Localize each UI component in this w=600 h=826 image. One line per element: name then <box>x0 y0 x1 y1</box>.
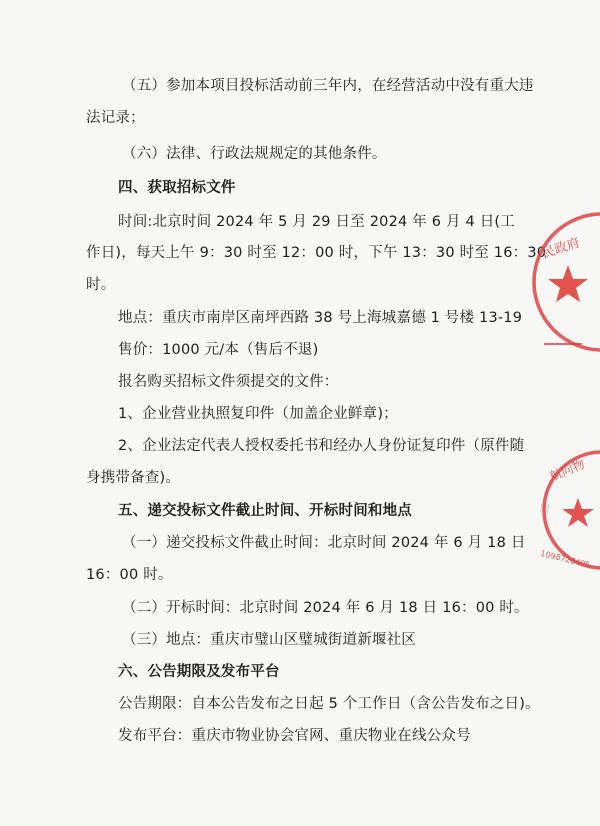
venue-line: （三）地点：重庆市璧山区璧城街道新堰社区 <box>122 632 416 648</box>
required-document-2-line-1: 2、企业法定代表人授权委托书和经办人身份证复印件（原件随 <box>118 438 525 454</box>
price-line: 售价：1000 元/本（售后不退) <box>118 342 319 358</box>
svg-text:航向物: 航向物 <box>547 457 587 484</box>
clause-6: （六）法律、行政法规规定的其他条件。 <box>122 146 387 162</box>
svg-text:民政府: 民政府 <box>540 235 582 262</box>
time-line-3: 时。 <box>86 277 116 293</box>
location-line: 地点：重庆市南岸区南坪西路 38 号上海城嘉德 1 号楼 13-19 <box>118 310 523 326</box>
opening-time-line: （二）开标时间：北京时间 2024 年 6 月 18 日 16：00 时。 <box>122 600 529 616</box>
section-5-heading: 五、递交投标文件截止时间、开标时间和地点 <box>118 503 412 519</box>
company-seal-fragment <box>518 448 600 578</box>
svg-text:三: 三 <box>539 503 552 515</box>
clause-5-line-1: （五）参加本项目投标活动前三年内，在经营活动中没有重大违 <box>122 78 534 94</box>
government-seal-fragment <box>522 210 600 360</box>
section-4-heading: 四、获取招标文件 <box>118 180 236 196</box>
required-documents-heading: 报名购买招标文件须提交的文件： <box>118 374 339 390</box>
deadline-line-1: （一）递交投标文件截止时间：北京时间 2024 年 6 月 18 日 <box>122 535 526 551</box>
announcement-period-line: 公告期限：自本公告发布之日起 5 个工作日（含公告发布之日)。 <box>118 696 540 712</box>
section-6-heading: 六、公告期限及发布平台 <box>118 664 280 680</box>
deadline-line-2: 16：00 时。 <box>86 567 173 583</box>
publishing-platform-line: 发布平台：重庆市物业协会官网、重庆物业在线公众号 <box>118 728 471 744</box>
required-document-1: 1、企业营业执照复印件（加盖企业鲜章)； <box>118 406 398 422</box>
required-document-2-line-2: 身携带备查)。 <box>86 470 181 486</box>
time-line-2: 作日)，每天上午 9：30 时至 12：00 时，下午 13：30 时至 16：30 <box>86 245 547 261</box>
svg-text:1098726405: 1098726405 <box>539 548 592 570</box>
time-line-1: 时间:北京时间 2024 年 5 月 29 日至 2024 年 6 月 4 日(工 <box>118 214 515 230</box>
clause-5-line-2: 法记录； <box>86 110 145 126</box>
